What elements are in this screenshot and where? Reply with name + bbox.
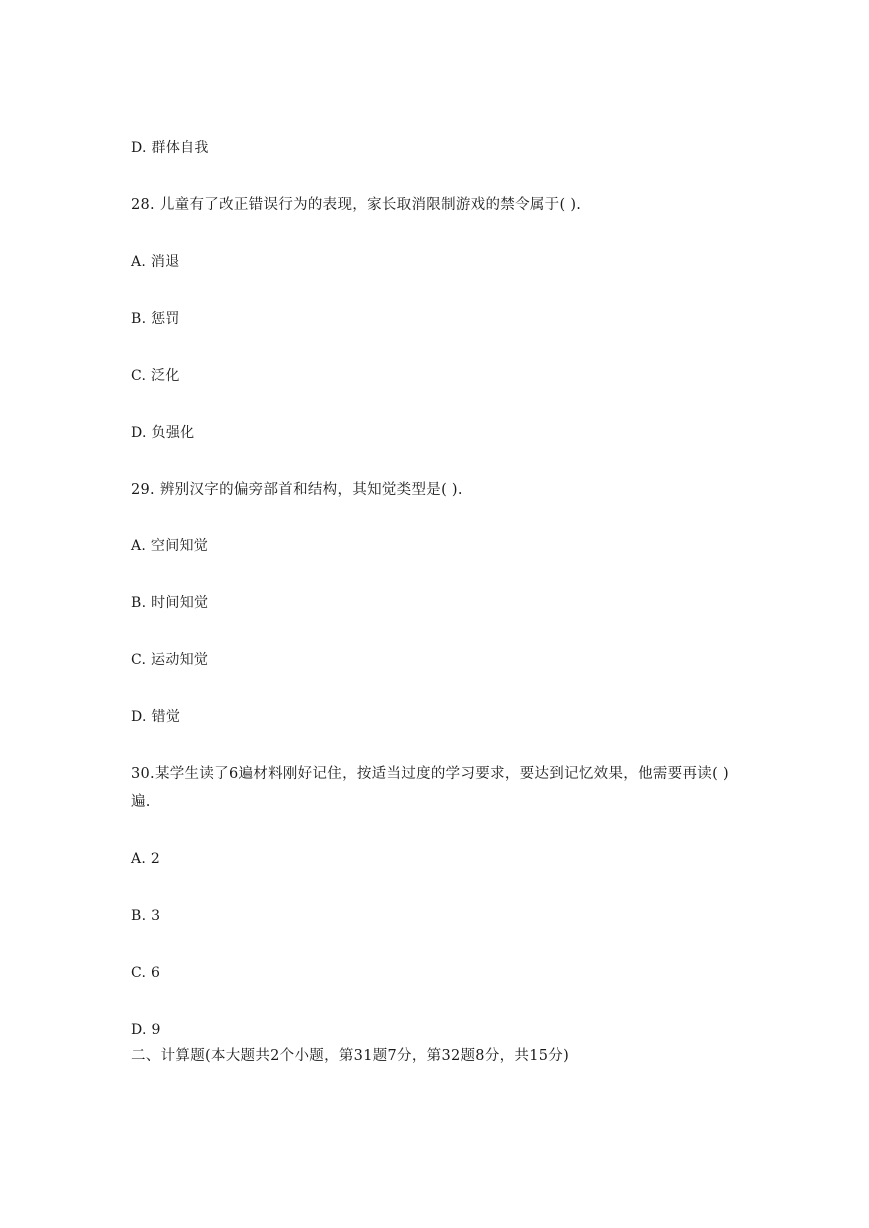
- q29-option-b: B. 时间知觉: [131, 595, 209, 611]
- q28-stem: 28. 儿童有了改正错误行为的表现，家长取消限制游戏的禁令属于( ).: [131, 197, 582, 213]
- q28-option-b: B. 惩罚: [131, 311, 180, 327]
- q29-option-c: C. 运动知觉: [131, 652, 209, 668]
- q29-option-d: D. 错觉: [131, 709, 181, 725]
- q27-option-d: D. 群体自我: [131, 140, 209, 156]
- q29-option-a: A. 空间知觉: [131, 538, 209, 554]
- q30-option-b: B. 3: [131, 908, 161, 924]
- q30-option-c: C. 6: [131, 965, 161, 981]
- q30-option-d: D. 9: [131, 1022, 161, 1038]
- q28-option-d: D. 负强化: [131, 425, 195, 441]
- section2-heading: 二、计算题(本大题共2个小题，第31题7分，第32题8分，共15分): [131, 1048, 570, 1064]
- q28-option-a: A. 消退: [131, 254, 180, 270]
- q29-stem: 29. 辨别汉字的偏旁部首和结构，其知觉类型是( ).: [131, 482, 463, 498]
- q30-option-a: A. 2: [131, 851, 161, 867]
- q28-option-c: C. 泛化: [131, 368, 180, 384]
- q30-stem-line2: 遍.: [131, 794, 151, 810]
- q30-stem-line1: 30.某学生读了6遍材料刚好记住，按适当过度的学习要求，要达到记忆效果，他需要再读( ): [131, 766, 729, 782]
